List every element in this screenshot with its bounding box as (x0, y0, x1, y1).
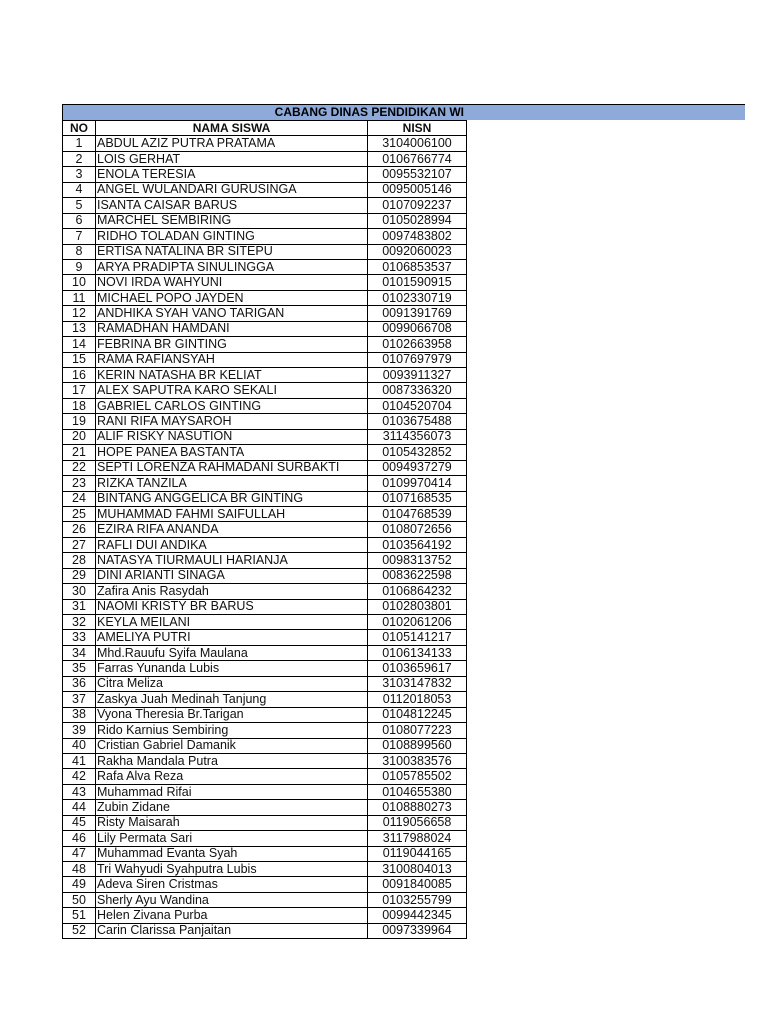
cell-name[interactable]: ANDHIKA SYAH VANO TARIGAN (96, 306, 368, 321)
table-row (63, 383, 467, 398)
table-row (63, 198, 467, 213)
cell-nisn[interactable]: 0107168535 (368, 491, 467, 506)
table-row (63, 167, 467, 182)
cell-no[interactable]: 28 (63, 553, 96, 568)
cell-name[interactable]: AMELIYA PUTRI (96, 630, 368, 645)
table-row (63, 136, 467, 151)
cell-name[interactable]: NOVI IRDA WAHYUNI (96, 275, 368, 290)
cell-name[interactable]: ABDUL AZIZ PUTRA PRATAMA (96, 136, 368, 151)
cell-name[interactable]: Zaskya Juah Medinah Tanjung (96, 692, 368, 707)
cell-no[interactable]: 39 (63, 723, 96, 738)
cell-name[interactable]: BINTANG ANGGELICA BR GINTING (96, 491, 368, 506)
cell-no[interactable]: 29 (63, 568, 96, 583)
cell-no[interactable]: 48 (63, 862, 96, 877)
cell-nisn[interactable]: 0108072656 (368, 522, 467, 537)
cell-name[interactable]: RIDHO TOLADAN GINTING (96, 229, 368, 244)
table-row (63, 800, 467, 815)
cell-name[interactable]: ENOLA TERESIA (96, 167, 368, 182)
table-row (63, 368, 467, 383)
cell-nisn[interactable]: 0103659617 (368, 661, 467, 676)
table-row (63, 290, 467, 305)
cell-no[interactable]: 51 (63, 908, 96, 923)
cell-no[interactable]: 22 (63, 460, 96, 475)
cell-name[interactable]: Lily Permata Sari (96, 831, 368, 846)
cell-no[interactable]: 10 (63, 275, 96, 290)
cell-no[interactable]: 49 (63, 877, 96, 892)
cell-name[interactable]: HOPE PANEA BASTANTA (96, 445, 368, 460)
cell-nisn[interactable]: 0102803801 (368, 599, 467, 614)
cell-nisn[interactable]: 0102663958 (368, 337, 467, 352)
cell-name[interactable]: ANGEL WULANDARI GURUSINGA (96, 182, 368, 197)
cell-nisn[interactable]: 3100804013 (368, 862, 467, 877)
cell-no[interactable]: 33 (63, 630, 96, 645)
cell-no[interactable]: 27 (63, 537, 96, 552)
cell-no[interactable]: 23 (63, 476, 96, 491)
student-table (62, 120, 467, 939)
cell-name[interactable]: ERTISA NATALINA BR SITEPU (96, 244, 368, 259)
column-header-no: NO (63, 121, 96, 136)
cell-no[interactable]: 20 (63, 429, 96, 444)
table-row (63, 553, 467, 568)
cell-name[interactable]: Zafira Anis Rasydah (96, 584, 368, 599)
cell-nisn[interactable]: 3100383576 (368, 753, 467, 768)
cell-name[interactable]: RANI RIFA MAYSAROH (96, 414, 368, 429)
cell-name[interactable]: KERIN NATASHA BR KELIAT (96, 368, 368, 383)
cell-name[interactable]: SEPTI LORENZA RAHMADANI SURBAKTI (96, 460, 368, 475)
cell-name[interactable]: RIZKA TANZILA (96, 476, 368, 491)
cell-name[interactable]: EZIRA RIFA ANANDA (96, 522, 368, 537)
cell-no[interactable]: 9 (63, 259, 96, 274)
cell-no[interactable]: 17 (63, 383, 96, 398)
title-banner (62, 104, 745, 120)
table-row (63, 877, 467, 892)
header-row (63, 121, 467, 136)
table-row (63, 908, 467, 923)
cell-nisn[interactable]: 0108899560 (368, 738, 467, 753)
cell-nisn[interactable]: 3104006100 (368, 136, 467, 151)
table-row (63, 892, 467, 907)
cell-name[interactable]: Risty Maisarah (96, 815, 368, 830)
cell-name[interactable]: Rido Karnius Sembiring (96, 723, 368, 738)
table-row (63, 182, 467, 197)
cell-name[interactable]: Adeva Siren Cristmas (96, 877, 368, 892)
cell-nisn[interactable]: 0105785502 (368, 769, 467, 784)
cell-no[interactable]: 44 (63, 800, 96, 815)
cell-nisn[interactable]: 0104812245 (368, 707, 467, 722)
table-row (63, 244, 467, 259)
cell-no[interactable]: 16 (63, 368, 96, 383)
column-header-name: NAMA SISWA (96, 121, 368, 136)
cell-name[interactable]: Farras Yunanda Lubis (96, 661, 368, 676)
cell-nisn[interactable]: 0102061206 (368, 615, 467, 630)
cell-nisn[interactable]: 0104520704 (368, 398, 467, 413)
cell-nisn[interactable]: 0102330719 (368, 290, 467, 305)
cell-nisn[interactable]: 0109970414 (368, 476, 467, 491)
cell-nisn[interactable]: 0098313752 (368, 553, 467, 568)
table-row (63, 692, 467, 707)
cell-name[interactable]: DINI ARIANTI SINAGA (96, 568, 368, 583)
sheet-title: CABANG DINAS PENDIDIKAN WI (274, 105, 464, 119)
table-row (63, 151, 467, 166)
cell-no[interactable]: 14 (63, 337, 96, 352)
cell-nisn[interactable]: 0119044165 (368, 846, 467, 861)
cell-name[interactable]: Citra Meliza (96, 676, 368, 691)
cell-nisn[interactable]: 0103255799 (368, 892, 467, 907)
cell-no[interactable]: 24 (63, 491, 96, 506)
cell-no[interactable]: 15 (63, 352, 96, 367)
table-row (63, 229, 467, 244)
cell-nisn[interactable]: 0092060023 (368, 244, 467, 259)
cell-nisn[interactable]: 0103564192 (368, 537, 467, 552)
cell-name[interactable]: Rakha Mandala Putra (96, 753, 368, 768)
cell-name[interactable]: Mhd.Rauufu Syifa Maulana (96, 645, 368, 660)
column-header-nisn: NISN (368, 121, 467, 136)
table-row (63, 352, 467, 367)
cell-name[interactable]: MICHAEL POPO JAYDEN (96, 290, 368, 305)
cell-name[interactable]: Sherly Ayu Wandina (96, 892, 368, 907)
table-row (63, 398, 467, 413)
cell-name[interactable]: Rafa Alva Reza (96, 769, 368, 784)
table-row (63, 923, 467, 938)
cell-name[interactable]: ARYA PRADIPTA SINULINGGA (96, 259, 368, 274)
cell-nisn[interactable]: 0104768539 (368, 506, 467, 521)
cell-nisn[interactable]: 0105141217 (368, 630, 467, 645)
table-row (63, 723, 467, 738)
cell-no[interactable]: 1 (63, 136, 96, 151)
cell-no[interactable]: 38 (63, 707, 96, 722)
table-row (63, 645, 467, 660)
cell-name[interactable]: NATASYA TIURMAULI HARIANJA (96, 553, 368, 568)
table-row (63, 769, 467, 784)
table-row (63, 537, 467, 552)
cell-no[interactable]: 19 (63, 414, 96, 429)
cell-no[interactable]: 41 (63, 753, 96, 768)
table-row (63, 784, 467, 799)
cell-nisn[interactable]: 3117988024 (368, 831, 467, 846)
cell-name[interactable]: RAMA RAFIANSYAH (96, 352, 368, 367)
table-row (63, 337, 467, 352)
cell-nisn[interactable]: 0095532107 (368, 167, 467, 182)
cell-name[interactable]: ALIF RISKY NASUTION (96, 429, 368, 444)
cell-nisn[interactable]: 0112018053 (368, 692, 467, 707)
table-row (63, 321, 467, 336)
cell-no[interactable]: 21 (63, 445, 96, 460)
table-row (63, 584, 467, 599)
cell-nisn[interactable]: 0106853537 (368, 259, 467, 274)
table-row (63, 615, 467, 630)
cell-no[interactable]: 37 (63, 692, 96, 707)
cell-no[interactable]: 45 (63, 815, 96, 830)
cell-no[interactable]: 36 (63, 676, 96, 691)
cell-name[interactable]: Vyona Theresia Br.Tarigan (96, 707, 368, 722)
cell-nisn[interactable]: 0106766774 (368, 151, 467, 166)
table-row (63, 429, 467, 444)
cell-nisn[interactable]: 0104655380 (368, 784, 467, 799)
table-row (63, 661, 467, 676)
cell-name[interactable]: ALEX SAPUTRA KARO SEKALI (96, 383, 368, 398)
table-row (63, 275, 467, 290)
cell-name[interactable]: Cristian Gabriel Damanik (96, 738, 368, 753)
table-row (63, 753, 467, 768)
cell-no[interactable]: 47 (63, 846, 96, 861)
cell-no[interactable]: 35 (63, 661, 96, 676)
cell-no[interactable]: 7 (63, 229, 96, 244)
cell-no[interactable]: 4 (63, 182, 96, 197)
table-row (63, 630, 467, 645)
cell-nisn[interactable]: 0097339964 (368, 923, 467, 938)
cell-no[interactable]: 43 (63, 784, 96, 799)
table-row (63, 862, 467, 877)
table-row (63, 831, 467, 846)
cell-name[interactable]: LOIS GERHAT (96, 151, 368, 166)
cell-nisn[interactable]: 0119056658 (368, 815, 467, 830)
cell-nisn[interactable]: 3114356073 (368, 429, 467, 444)
table-row (63, 568, 467, 583)
table-row (63, 306, 467, 321)
cell-name[interactable]: MUHAMMAD FAHMI SAIFULLAH (96, 506, 368, 521)
cell-nisn[interactable]: 0105028994 (368, 213, 467, 228)
table-row (63, 738, 467, 753)
cell-name[interactable]: Tri Wahyudi Syahputra Lubis (96, 862, 368, 877)
cell-nisn[interactable]: 0103675488 (368, 414, 467, 429)
cell-no[interactable]: 13 (63, 321, 96, 336)
cell-nisn[interactable]: 3103147832 (368, 676, 467, 691)
cell-no[interactable]: 11 (63, 290, 96, 305)
cell-nisn[interactable]: 0094937279 (368, 460, 467, 475)
cell-nisn[interactable]: 0093911327 (368, 368, 467, 383)
table-row (63, 506, 467, 521)
table-row (63, 476, 467, 491)
table-row (63, 491, 467, 506)
cell-no[interactable]: 6 (63, 213, 96, 228)
cell-nisn[interactable]: 0099066708 (368, 321, 467, 336)
cell-nisn[interactable]: 0108880273 (368, 800, 467, 815)
cell-name[interactable]: Muhammad Evanta Syah (96, 846, 368, 861)
cell-name[interactable]: Zubin Zidane (96, 800, 368, 815)
cell-no[interactable]: 30 (63, 584, 96, 599)
cell-name[interactable]: RAFLI DUI ANDIKA (96, 537, 368, 552)
table-row (63, 599, 467, 614)
cell-name[interactable]: Carin Clarissa Panjaitan (96, 923, 368, 938)
cell-name[interactable]: NAOMI KRISTY BR BARUS (96, 599, 368, 614)
cell-no[interactable]: 25 (63, 506, 96, 521)
cell-name[interactable]: RAMADHAN HAMDANI (96, 321, 368, 336)
cell-nisn[interactable]: 0106864232 (368, 584, 467, 599)
cell-no[interactable]: 40 (63, 738, 96, 753)
table-row (63, 414, 467, 429)
cell-nisn[interactable]: 0083622598 (368, 568, 467, 583)
cell-nisn[interactable]: 0097483802 (368, 229, 467, 244)
table-row (63, 815, 467, 830)
cell-no[interactable]: 34 (63, 645, 96, 660)
cell-name[interactable]: FEBRINA BR GINTING (96, 337, 368, 352)
cell-name[interactable]: ISANTA CAISAR BARUS (96, 198, 368, 213)
table-row (63, 460, 467, 475)
table-row (63, 213, 467, 228)
table-row (63, 445, 467, 460)
cell-nisn[interactable]: 0091840085 (368, 877, 467, 892)
cell-nisn[interactable]: 0105432852 (368, 445, 467, 460)
cell-no[interactable]: 8 (63, 244, 96, 259)
cell-nisn[interactable]: 0087336320 (368, 383, 467, 398)
cell-nisn[interactable]: 0095005146 (368, 182, 467, 197)
cell-no[interactable]: 3 (63, 167, 96, 182)
cell-no[interactable]: 52 (63, 923, 96, 938)
cell-nisn[interactable]: 0091391769 (368, 306, 467, 321)
cell-nisn[interactable]: 0106134133 (368, 645, 467, 660)
cell-no[interactable]: 26 (63, 522, 96, 537)
cell-no[interactable]: 12 (63, 306, 96, 321)
cell-nisn[interactable]: 0099442345 (368, 908, 467, 923)
cell-no[interactable]: 5 (63, 198, 96, 213)
cell-nisn[interactable]: 0108077223 (368, 723, 467, 738)
cell-nisn[interactable]: 0101590915 (368, 275, 467, 290)
cell-name[interactable]: Helen Zivana Purba (96, 908, 368, 923)
cell-no[interactable]: 50 (63, 892, 96, 907)
cell-no[interactable]: 32 (63, 615, 96, 630)
table-row (63, 846, 467, 861)
cell-no[interactable]: 46 (63, 831, 96, 846)
table-body (63, 136, 467, 939)
cell-name[interactable]: GABRIEL CARLOS GINTING (96, 398, 368, 413)
table-row (63, 522, 467, 537)
cell-no[interactable]: 2 (63, 151, 96, 166)
table-row (63, 676, 467, 691)
cell-no[interactable]: 18 (63, 398, 96, 413)
cell-nisn[interactable]: 0107697979 (368, 352, 467, 367)
cell-name[interactable]: MARCHEL SEMBIRING (96, 213, 368, 228)
cell-no[interactable]: 31 (63, 599, 96, 614)
cell-name[interactable]: Muhammad Rifai (96, 784, 368, 799)
table-row (63, 707, 467, 722)
cell-name[interactable]: KEYLA MEILANI (96, 615, 368, 630)
table-row (63, 259, 467, 274)
cell-nisn[interactable]: 0107092237 (368, 198, 467, 213)
cell-no[interactable]: 42 (63, 769, 96, 784)
